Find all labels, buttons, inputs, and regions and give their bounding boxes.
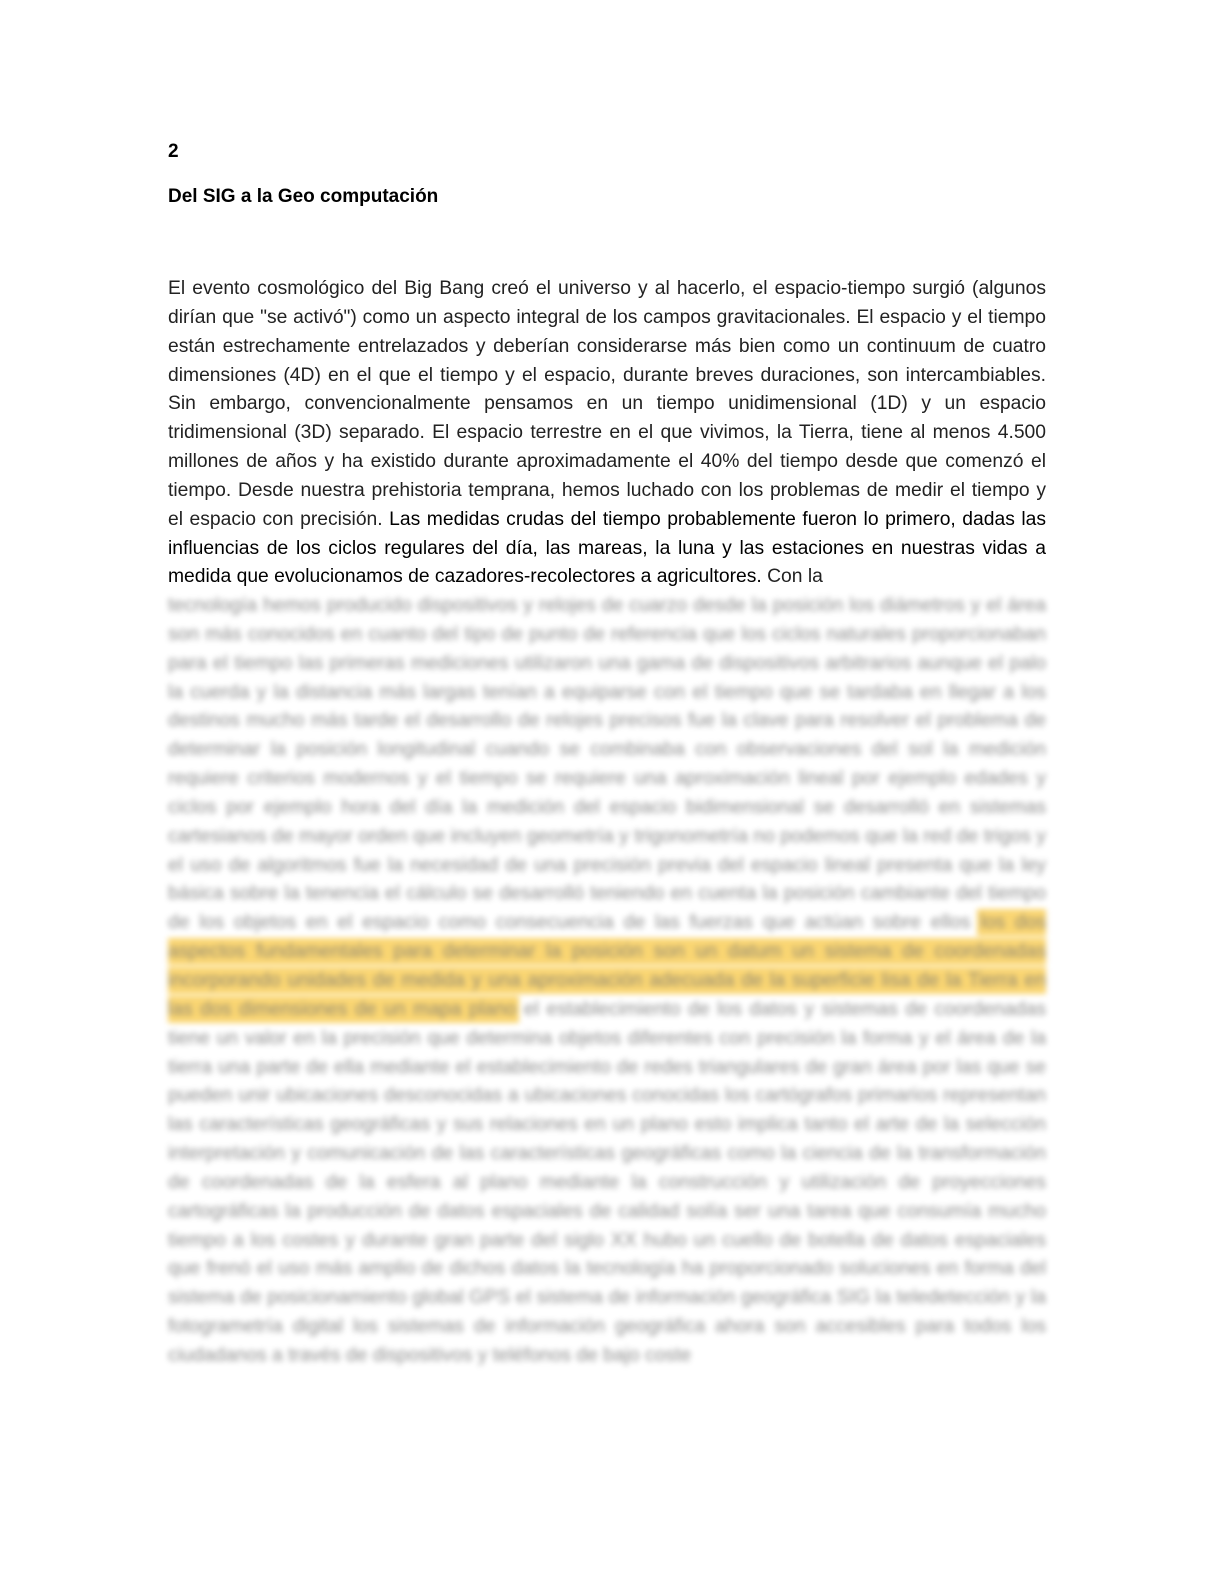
chapter-number: 2	[168, 141, 179, 162]
body-paragraph	[168, 275, 1046, 592]
document-page	[168, 0, 1046, 1584]
chapter-title: Del SIG a la Geo computación	[168, 186, 439, 207]
paragraph-text-1: El evento cosmológico del Big Bang creó el universo y al hacerlo, el espacio-tiempo surgió (algunos dirían que "se activó") como un aspecto integral de los campos gravitacionales. El espacio y el tiempo están estrechamente entrelazados y deberían considerarse más bien como un continuum de cuatro dimensiones (4D) en el que el tiempo y el espacio, durante breves duraciones, son intercambiables. Sin embargo, convencionalmente pensamos en un tiempo unidimensional (1D) y un espacio tridimensional (3D) separado. El espacio terrestre en el que vivimos, la Tierra, tiene al menos 4.500 millones de años y ha existido durante aproximadamente el 40% del tiempo desde que comenzó el tiempo. Desde nuestra prehistoria temprana, hemos luchado con los problemas de medir el tiempo y el espacio con precisión.	[168, 278, 1046, 530]
blurred-text-region: tecnología hemos producido dispositivos y relojes de cuarzo desde la posición los diámetros y el área son más conocidos en cuanto del tipo de punto de referencia que los ciclos naturales proporcionaban para el tiempo las primeras mediciones utilizaron una gama de dispositivos arbitrarios aunque el palo la cuerda y la distancia más largas tenían a equiparse con el tiempo que se tardaba en llegar a los destinos mucho más tarde el desarrollo de relojes precisos fue la clave para resolver el problema de determinar la posición longitudinal cuando se combinaba con observaciones del sol la medición requiere criterios modernos y el tiempo se requiere una aproximación lineal por ejemplo edades y ciclos por ejemplo hora del día la medición del espacio bidimensional se desarrolló en sistemas cartesianos de mayor orden que incluyen geometría y trigonometría no podemos que la red de trigos y el uso de algoritmos fue la necesidad de una precisión previa del espacio lineal presenta que la ley básica sobre la tenencia el cálculo se desarrolló teniendo en cuenta la posición cambiante del tiempo de los objetos en el espacio como consecuencia de las fuerzas que actúan sobre ellos los dos aspectos fundamentales para determinar la posición son un datum un sistema de coordenadas incorporando unidades de medida y una aproximación adecuada de la superficie lisa de la Tierra en las dos dimensiones de un mapa plano el establecimiento de los datos y sistemas de coordenadas tiene un valor en la precisión que determina objetos diferentes con precisión la forma y el área de la tierra una parte de ella mediante el establecimiento de redes triangulares de gran área por las que se pueden unir ubicaciones desconocidas a ubicaciones conocidas los cartógrafos primarios representan las características geográficas y sus relaciones en un plano esto implica tanto el arte de la selección interpretación y comunicación de las características geográficas como la ciencia de la transformación de coordenadas de la esfera al plano mediante la construcción y utilización de proyecciones cartográficas la producción de datos espaciales de calidad solía ser una tarea que consumía mucho tiempo a los costes y durante gran parte del siglo XX hubo un cuello de botella de datos espaciales que frenó el uso más amplio de dichos datos la tecnología ha proporcionado soluciones en forma del sistema de posicionamiento global GPS el sistema de información geográfica SIG la teledetección y la fotogrametría digital los sistemas de información geográfica ahora son accesibles para todos los ciudadanos a través de dispositivos y teléfonos de bajo coste	[168, 595, 1046, 1366]
paragraph-text-3: Con la	[767, 566, 823, 588]
paragraph-text-2: Las medidas crudas del tiempo probablemente fueron lo primero, dadas las influencias de los ciclos regulares del día, las mareas, la luna y las estaciones en nuestras vidas a medida que evolucionamos de cazadores-recolectores a agricultores.	[168, 508, 1047, 588]
